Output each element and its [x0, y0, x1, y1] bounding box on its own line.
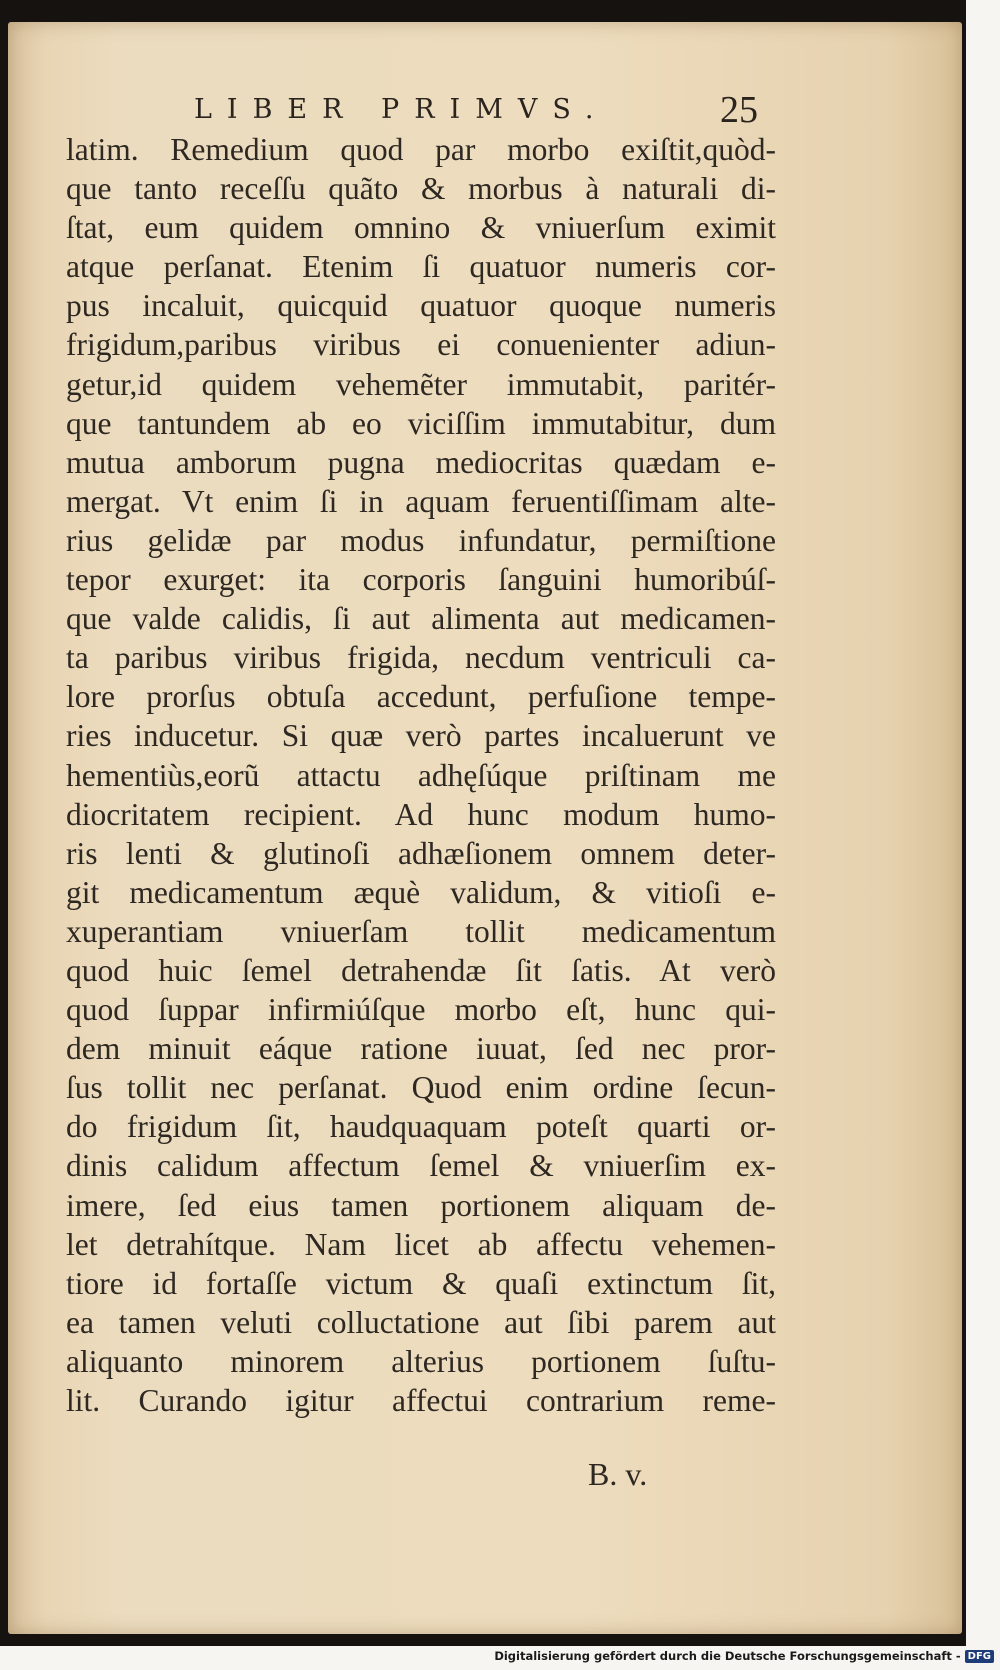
text-line: que valde calidis, ſi aut alimenta aut medicamen-: [66, 601, 776, 637]
text-line: dem minuit eáque ratione iuuat, ſed nec pror-: [66, 1031, 776, 1067]
book-page: [8, 22, 962, 1634]
text-line: tepor exurget: ita corporis ſanguini humoribúſ-: [66, 562, 776, 598]
digitization-credit: [494, 1646, 994, 1666]
text-line: quod huic ſemel detrahendæ ſit ſatis. At verò: [66, 952, 776, 988]
text-line: ta paribus viribus frigida, necdum ventriculi ca-: [66, 640, 776, 676]
text-line: ris lenti & glutinoſi adhæſionem omnem deter-: [66, 835, 776, 871]
text-line: diocritatem recipient. Ad hunc modum humo-: [66, 796, 776, 832]
text-line: mutua amborum pugna mediocritas quædam e-: [66, 444, 776, 480]
text-line: getur,id quidem vehemẽter immutabit, paritér-: [66, 366, 776, 402]
text-line: git medicamentum æquè validum, & vitioſi e-: [66, 874, 776, 910]
text-line: atque perſanat. Etenim ſi quatuor numeris cor-: [66, 249, 776, 285]
page-number: 25: [720, 89, 758, 131]
text-line: mergat. Vt enim ſi in aquam feruentiſſimam alte-: [66, 483, 776, 519]
text-block: [66, 130, 776, 1420]
dfg-logo: DFG: [965, 1650, 994, 1663]
text-line: que tantundem ab eo viciſſim immutabitur, dum: [66, 405, 776, 441]
text-line: aliquanto minorem alterius portionem ſuſtu-: [66, 1343, 776, 1379]
text-line: latim. Remedium quod par morbo exiſtit,quòd-: [66, 132, 776, 167]
text-line: pus incaluit, quicquid quatuor quoque numeris: [66, 288, 776, 324]
text-line: xuperantiam vniuerſam tollit medicamentum: [66, 913, 776, 949]
text-line: let detrahítque. Nam licet ab affectu vehemen-: [66, 1226, 776, 1262]
running-head: [8, 86, 962, 136]
text-line: tiore id fortaſſe victum & quaſi extinctum ſit,: [66, 1265, 776, 1301]
running-title: LIBER PRIMVS.: [194, 94, 609, 125]
text-line: frigidum,paribus viribus ei conuenienter adiun-: [66, 327, 776, 363]
text-line: ea tamen veluti colluctatione aut ſibi parem aut: [66, 1304, 776, 1340]
signature-mark: B. v.: [588, 1456, 648, 1492]
text-line: rius gelidæ par modus infundatur, permiſtione: [66, 522, 776, 558]
text-line: quod ſuppar infirmiúſque morbo eſt, hunc qui-: [66, 992, 776, 1028]
text-line: ſus tollit nec perſanat. Quod enim ordine ſecun-: [66, 1070, 776, 1106]
text-line: ſtat, eum quidem omnino & vniuerſum eximit: [66, 210, 776, 246]
text-line: imere, ſed eius tamen portionem aliquam de-: [66, 1187, 776, 1223]
text-line: hementiùs,eorũ attactu adhęſúque priſtinam me: [66, 757, 776, 793]
credit-text: Digitalisierung gefördert durch die Deutsche Forschungsgemeinschaft -: [494, 1649, 961, 1663]
text-line: lore prorſus obtuſa accedunt, perfuſione tempe-: [66, 679, 776, 715]
text-line: ries inducetur. Si quæ verò partes incaluerunt ve: [66, 718, 776, 754]
text-line: que tanto receſſu quãto & morbus à naturali di-: [66, 171, 776, 207]
text-line: do frigidum ſit, haudquaquam poteſt quarti or-: [66, 1109, 776, 1145]
text-line: dinis calidum affectum ſemel & vniuerſim ex-: [66, 1148, 776, 1184]
text-line: lit. Curando igitur affectui contrarium reme-: [66, 1383, 776, 1418]
